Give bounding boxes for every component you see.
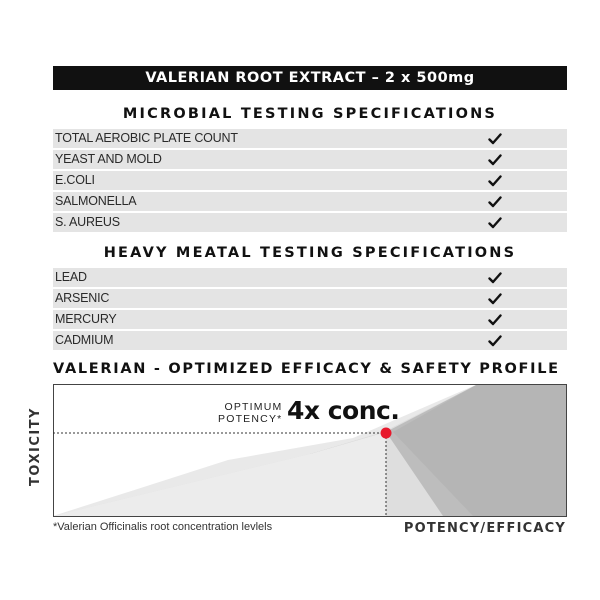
concentration-label: 4x conc. [287, 396, 400, 425]
microbial-spec-label: SALMONELLA [55, 194, 137, 208]
checkmark-icon [488, 153, 502, 167]
heavy-metal-spec-label: MERCURY [55, 312, 117, 326]
chart-footnote: *Valerian Officinalis root concentration levlels [53, 521, 273, 533]
heavy-metal-spec-row [53, 289, 567, 308]
toxicity-axis-label: TOXICITY [28, 407, 43, 486]
microbial-spec-row [53, 150, 567, 169]
checkmark-icon [488, 334, 502, 348]
optimum-line1: OPTIMUM [224, 401, 283, 413]
profile-chart-title: VALERIAN - OPTIMIZED EFFICACY & SAFETY PROFILE [53, 361, 560, 377]
heavy-metal-spec-label: LEAD [55, 270, 87, 284]
microbial-spec-label: TOTAL AEROBIC PLATE COUNT [55, 131, 238, 145]
heavy-metal-spec-row [53, 310, 567, 329]
product-title-banner: VALERIAN ROOT EXTRACT – 2 x 500mg [53, 66, 567, 90]
optimum-potency-label [218, 401, 282, 425]
checkmark-icon [488, 195, 502, 209]
potency-axis-label: POTENCY/EFFICACY [403, 521, 566, 536]
heavy-metal-spec-row [53, 268, 567, 287]
heavy-metal-section-title: HEAVY MEATAL TESTING SPECIFICATIONS [103, 245, 517, 261]
checkmark-icon [488, 271, 502, 285]
checkmark-icon [488, 292, 502, 306]
microbial-spec-label: E.COLI [55, 173, 95, 187]
microbial-spec-list [53, 129, 567, 234]
microbial-spec-row [53, 171, 567, 190]
heavy-metal-spec-label: ARSENIC [55, 291, 110, 305]
optimum-marker [381, 428, 392, 439]
heavy-metal-spec-label: CADMIUM [55, 333, 114, 347]
microbial-spec-label: S. AUREUS [55, 215, 120, 229]
checkmark-icon [488, 132, 502, 146]
microbial-spec-row [53, 192, 567, 211]
checkmark-icon [488, 313, 502, 327]
optimum-line2: POTENCY* [218, 413, 283, 425]
microbial-spec-row [53, 129, 567, 148]
microbial-section-title: MICROBIAL TESTING SPECIFICATIONS [122, 106, 498, 122]
microbial-spec-row [53, 213, 567, 232]
checkmark-icon [488, 174, 502, 188]
heavy-metal-spec-list [53, 268, 567, 352]
microbial-spec-label: YEAST AND MOLD [55, 152, 162, 166]
checkmark-icon [488, 216, 502, 230]
heavy-metal-spec-row [53, 331, 567, 350]
